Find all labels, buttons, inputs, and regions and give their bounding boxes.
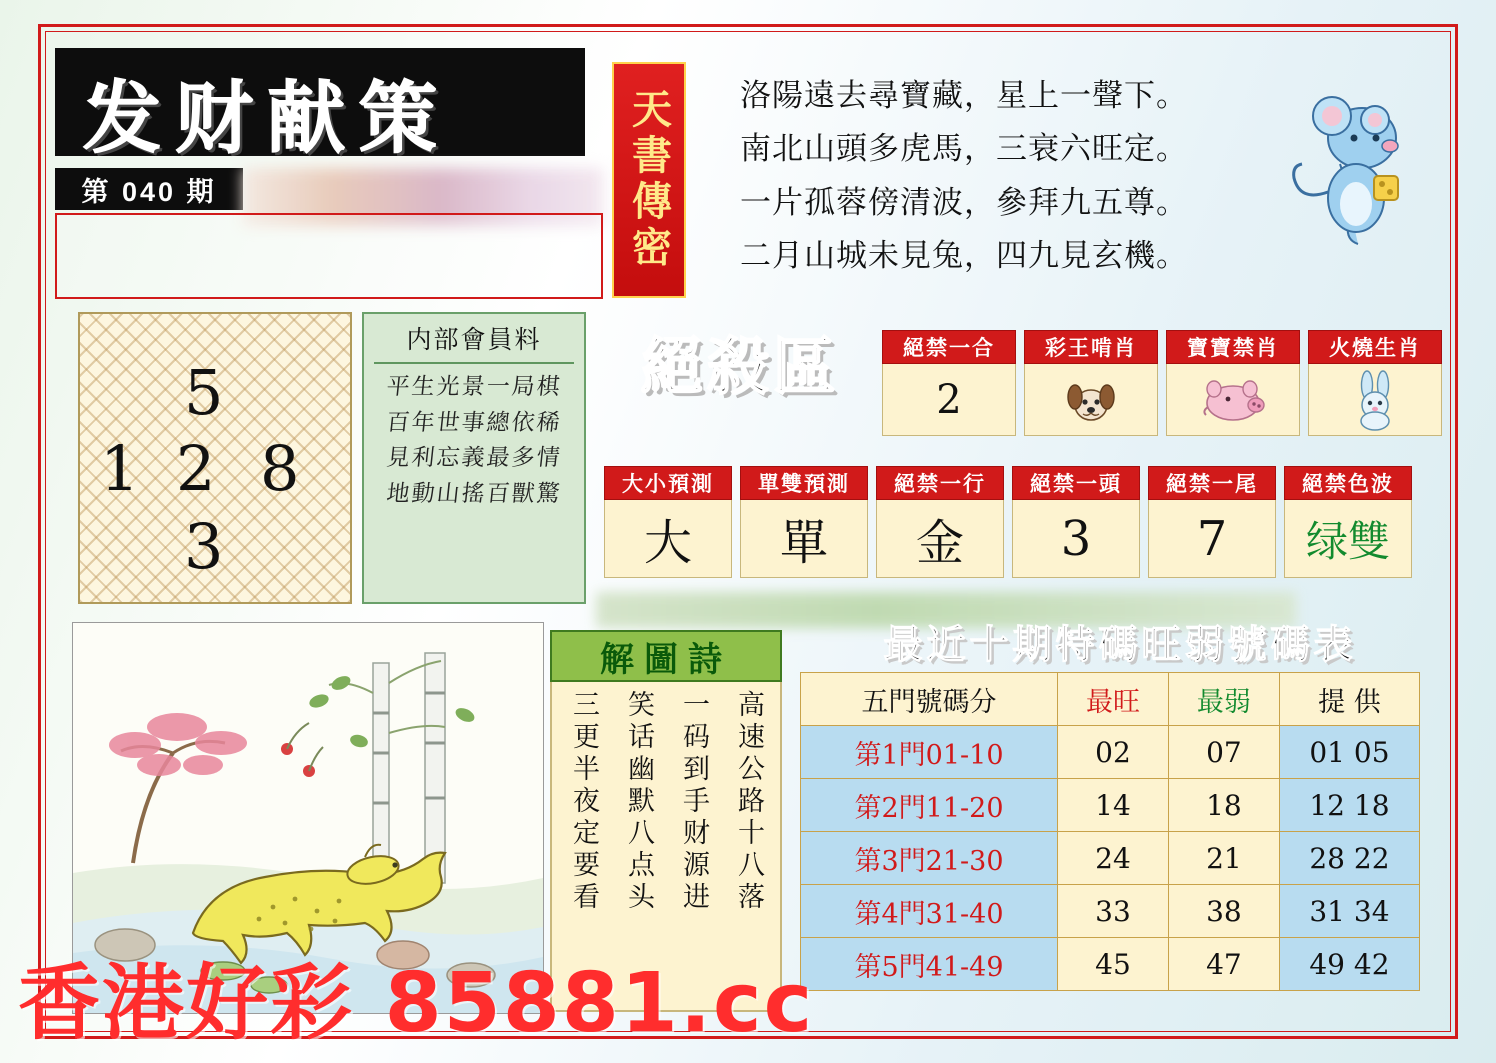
pred-cell-header: 絕禁一尾: [1148, 466, 1276, 500]
table-cell: 18: [1168, 779, 1279, 832]
pred-cell: [876, 466, 1004, 578]
table-cell: 07: [1168, 726, 1279, 779]
picture-poem-column: 三更半夜定要看: [568, 690, 599, 914]
pred-cell-value: 金: [876, 500, 1004, 578]
rabbit-icon: [1308, 364, 1442, 436]
lucky-number-grid: [78, 312, 352, 604]
mouse-mascot-icon: [1270, 72, 1420, 252]
member-line: 平生光景一局棋: [385, 374, 563, 400]
grid-number: 8: [260, 432, 300, 505]
table-cell: 47: [1168, 938, 1279, 991]
kill-cell: [882, 330, 1016, 436]
kill-cell: [1166, 330, 1300, 436]
table-row: [801, 779, 1420, 832]
grid-number: 2: [176, 432, 216, 505]
table-cell: 02: [1058, 726, 1169, 779]
kill-cell-header: 絕禁一合: [882, 330, 1016, 364]
pred-cell-header: 絕禁一行: [876, 466, 1004, 500]
picture-poem-title: 解圖詩: [550, 630, 782, 682]
pred-cell-header: 單雙預測: [740, 466, 868, 500]
pred-cell-value: 單: [740, 500, 868, 578]
pred-cell-header: 大小預測: [604, 466, 732, 500]
table-row: [801, 832, 1420, 885]
watermark-text: 香港好彩: [18, 956, 355, 1051]
page-title: 发财献策: [83, 74, 452, 164]
table-cell: 38: [1168, 885, 1279, 938]
pred-cell: [1012, 466, 1140, 578]
picture-poem-column: 高速公路十八落: [733, 690, 764, 914]
table-row: [801, 885, 1420, 938]
pig-icon: [1166, 364, 1300, 436]
table-cell: 45: [1058, 938, 1169, 991]
table-title: 最近十期特碼旺弱號碼表: [883, 623, 1357, 668]
pred-cell: [604, 466, 732, 578]
table-cell: 第3門21-30: [801, 832, 1058, 885]
member-line: 見利忘義最多情: [385, 445, 563, 472]
table-cell: 第2門11-20: [801, 779, 1058, 832]
vertical-banner-label: 天書傳密: [625, 88, 672, 272]
pred-cell: [1148, 466, 1276, 578]
pred-cell: [740, 466, 868, 578]
kill-zone-top-row: [882, 330, 1442, 436]
table-cell: 第1門01-10: [801, 726, 1058, 779]
grid-number: 3: [184, 510, 224, 583]
table-cell: 第5門41-49: [801, 938, 1058, 991]
watermark-domain: 85881.cc: [384, 956, 815, 1051]
pred-cell-value: 7: [1148, 500, 1276, 578]
table-header-cell: 提 供: [1279, 673, 1419, 726]
pred-cell-header: 絕禁一頭: [1012, 466, 1140, 500]
kill-cell-header: 寶寶禁肖: [1166, 330, 1300, 364]
table-cell: 01 05: [1279, 726, 1419, 779]
table-header-cell: 最弱: [1168, 673, 1279, 726]
poem-line: 二月山城未見兔，四九見玄機。: [740, 237, 1188, 274]
vertical-banner: [612, 62, 686, 298]
issue-underbox: [55, 213, 603, 299]
table-cell: 31 34: [1279, 885, 1419, 938]
table-cell: 第4門31-40: [801, 885, 1058, 938]
grid-number: 1: [100, 432, 140, 505]
kill-zone-title: 絕殺區: [640, 329, 839, 403]
table-cell: 24: [1058, 832, 1169, 885]
grid-number: 5: [184, 356, 224, 429]
member-info-box: [362, 312, 586, 604]
kill-cell-header: 彩王啃肖: [1024, 330, 1158, 364]
kill-zone-prediction-row: [604, 466, 1412, 578]
pred-cell-value: 大: [604, 500, 732, 578]
poem-line: 一片孤蓉傍清波，參拜九五尊。: [740, 184, 1188, 221]
pred-cell-value: 绿雙: [1284, 500, 1412, 578]
divider: [374, 362, 574, 364]
member-box-title: 内部會員料: [406, 325, 542, 354]
poem-block: [740, 70, 1260, 283]
title-block: [55, 48, 585, 173]
picture-poem-column: 笑话幽默八点头: [623, 690, 654, 914]
member-line: 百年世事總依稀: [385, 409, 563, 436]
issue-badge: 第 040 期: [55, 168, 243, 210]
watermark: [18, 938, 948, 1051]
kill-cell: [1308, 330, 1442, 436]
table-cell: 14: [1058, 779, 1169, 832]
table-cell: 49 42: [1279, 938, 1419, 991]
pred-cell-value: 3: [1012, 500, 1140, 578]
table-cell: 33: [1058, 885, 1169, 938]
member-line: 地動山搖百獸驚: [385, 480, 563, 507]
kill-cell-value: 2: [882, 364, 1016, 436]
table-header-cell: 五門號碼分: [801, 673, 1058, 726]
table-cell: 28 22: [1279, 832, 1419, 885]
poem-line: 洛陽遠去尋寶藏，星上一聲下。: [740, 78, 1188, 114]
table-header-cell: 最旺: [1058, 673, 1169, 726]
table-header-row: [801, 673, 1420, 726]
kill-cell: [1024, 330, 1158, 436]
kill-cell-header: 火燒生肖: [1308, 330, 1442, 364]
table-cell: 21: [1168, 832, 1279, 885]
pred-cell-header: 絕禁色波: [1284, 466, 1412, 500]
picture-poem-column: 一码到手财源进: [678, 690, 709, 914]
dog-icon: [1024, 364, 1158, 436]
poem-line: 南北山頭多虎馬，三衰六旺定。: [740, 131, 1188, 168]
table-row: [801, 726, 1420, 779]
pred-cell: [1284, 466, 1412, 578]
table-cell: 12 18: [1279, 779, 1419, 832]
